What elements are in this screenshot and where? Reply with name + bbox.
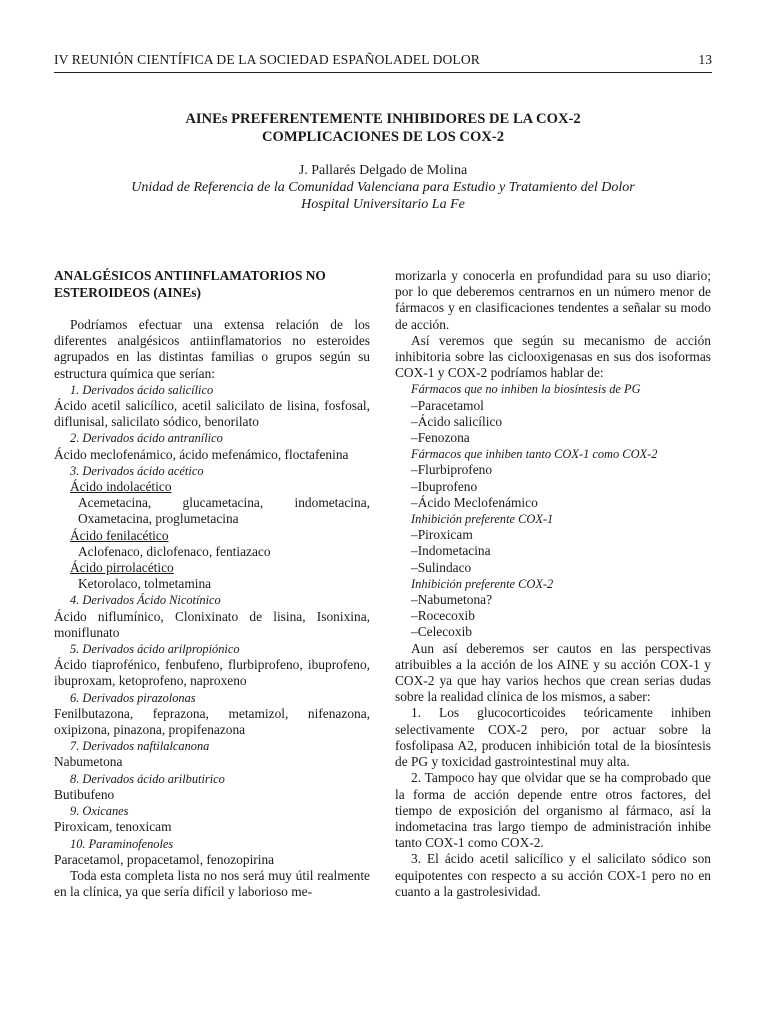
group-heading: Inhibición preferente COX-1 xyxy=(411,512,554,527)
category-text: Ácido acetil salicílico, acetil salicilato de lisina, fosfosal, diflunisal, salicilato sódico, benorilato xyxy=(54,398,370,430)
category-text: Butibufeno xyxy=(54,786,115,802)
category-heading: 5. Derivados ácido arilpropiónico xyxy=(70,642,240,657)
continued-paragraph: morizarla y conocerla en profundidad para su uso diario; por lo que deberemos centrarnos en un número menor de fármacos y en clasificaciones tendentes a señalar su modo de acción. xyxy=(395,268,711,332)
subcategory-heading: Ácido pirrolacético xyxy=(70,560,174,576)
intro-paragraph: Podríamos efectuar una extensa relación de los diferentes analgésicos antiinflamatorios no esteroides agrupados en las distintas familias o grupos según su estructura química que serían: xyxy=(54,317,370,381)
category-text: Fenilbutazona, feprazona, metamizol, nifenazona, oxipizona, pinazona, propifenazona xyxy=(54,705,370,738)
category-heading: 9. Oxicanes xyxy=(70,804,129,819)
drug-item: –Sulindaco xyxy=(411,559,472,575)
closing-paragraph: Toda esta completa lista no nos será muy útil realmente en la clínica, ya que sería difícil y laborioso me- xyxy=(54,867,370,900)
author-block xyxy=(54,162,712,213)
section-heading: ANALGÉSICOS ANTIINFLAMATORIOS NO ESTEROIDEOS (AINEs) xyxy=(54,268,326,300)
drug-item: –Flurbiprofeno xyxy=(411,462,493,478)
category-heading: 8. Derivados ácido arilbutirico xyxy=(70,771,225,786)
category-text: Paracetamol, propacetamol, fenozopirina xyxy=(54,851,275,867)
group-heading: Fármacos que no inhiben la biosíntesis de PG xyxy=(411,382,641,397)
drug-item: –Paracetamol xyxy=(411,397,484,413)
subcategory-text: Acemetacina, glucametacina, indometacina, Oxametacina, proglumetacina xyxy=(78,495,370,527)
running-header xyxy=(54,52,712,73)
category-heading: 3. Derivados ácido acético xyxy=(70,463,204,478)
numbered-point: 2. Tampoco hay que olvidar que se ha comprobado que la forma de acción depende entre otros factores, del tiempo de exposición del organismo al fármaco, así la indometacina tras largo tiempo de administración inhibe tanto COX-1 como COX-2. xyxy=(395,770,711,851)
category-heading: 1. Derivados ácido salicílico xyxy=(70,382,214,397)
category-heading: 7. Derivados naftilalcanona xyxy=(70,739,210,754)
page-number: 13 xyxy=(698,52,712,67)
subcategory-heading: Ácido indolacético xyxy=(70,479,172,495)
category-text: Ácido meclofenámico, ácido mefenámico, floctafenina xyxy=(54,446,349,462)
journal-title: IV REUNIÓN CIENTÍFICA DE LA SOCIEDAD ESPAÑOLADEL DOLOR xyxy=(54,52,480,67)
group-heading: Fármacos que inhiben tanto COX-1 como COX-2 xyxy=(411,447,658,462)
category-heading: 6. Derivados pirazolonas xyxy=(70,690,196,705)
drug-item: –Celecoxib xyxy=(411,624,472,640)
title-line-1: AINEs PREFERENTEMENTE INHIBIDORES DE LA COX-2 xyxy=(185,111,581,127)
numbered-point: 3. El ácido acetil salicílico y el salicilato sódico son equipotentes con respecto a su acción COX-1 pero no en cuanto a la gastrolesividad. xyxy=(395,851,711,899)
drug-item: –Fenozona xyxy=(411,430,470,446)
category-heading: 2. Derivados ácido antranílico xyxy=(70,431,223,446)
affiliation-line-1: Unidad de Referencia de la Comunidad Valenciana para Estudio y Tratamiento del Dolor xyxy=(131,180,635,195)
category-text: Nabumetona xyxy=(54,754,123,770)
author-name: J. Pallarés Delgado de Molina xyxy=(298,163,468,178)
drug-item: –Indometacina xyxy=(411,543,491,559)
drug-item: –Ácido salicílico xyxy=(411,413,503,429)
affiliation-line-2: Hospital Universitario La Fe xyxy=(301,197,465,212)
drug-item: –Piroxicam xyxy=(411,527,473,543)
category-text: Piroxicam, tenoxicam xyxy=(54,819,172,835)
category-heading: 10. Paraminofenoles xyxy=(70,836,174,851)
article-title xyxy=(54,110,712,146)
subcategory-text: Aclofenaco, diclofenaco, fentiazaco xyxy=(78,543,271,559)
subcategory-heading: Ácido fenilacético xyxy=(70,527,169,543)
category-text: Ácido niflumínico, Clonixinato de lisina, Isonixina, moniflunato xyxy=(54,608,370,640)
title-line-2: COMPLICACIONES DE LOS COX-2 xyxy=(261,129,505,145)
drug-item: –Ibuprofeno xyxy=(411,478,478,494)
category-heading: 4. Derivados Ácido Nicotínico xyxy=(70,593,221,608)
paragraph: Aun así deberemos ser cautos en las perspectivas atribuibles a la acción de los AINE y su acción COX-1 y COX-2 ya que hay varios hechos que crean serias dudas sobre la realidad clínica de los mismos, a saber: xyxy=(395,640,711,705)
group-heading: Inhibición preferente COX-2 xyxy=(411,576,554,591)
paragraph: Así veremos que según su mecanismo de acción inhibitoria sobre las ciclooxigenasas en sus dos isoformas COX-1 y COX-2 podríamos hablar de: xyxy=(395,332,711,381)
drug-item: –Nabumetona? xyxy=(411,592,493,608)
drug-item: –Ácido Meclofenámico xyxy=(411,494,538,510)
left-column xyxy=(54,267,370,900)
drug-item: –Rocecoxib xyxy=(411,608,475,624)
category-text: Ácido tiaprofénico, fenbufeno, flurbiprofeno, ibuprofeno, ibuproxam, ketoprofeno, naproxeno xyxy=(54,657,370,689)
right-column xyxy=(395,268,711,900)
numbered-point: 1. Los glucocorticoides teóricamente inhiben selectivamente COX-2 pero, por actuar sobre la fosfolipasa A2, producen inhibición total de la biosíntesis de PG y toxicidad gastrointestinal muy alta. xyxy=(395,705,711,770)
subcategory-text: Ketorolaco, tolmetamina xyxy=(78,576,212,592)
